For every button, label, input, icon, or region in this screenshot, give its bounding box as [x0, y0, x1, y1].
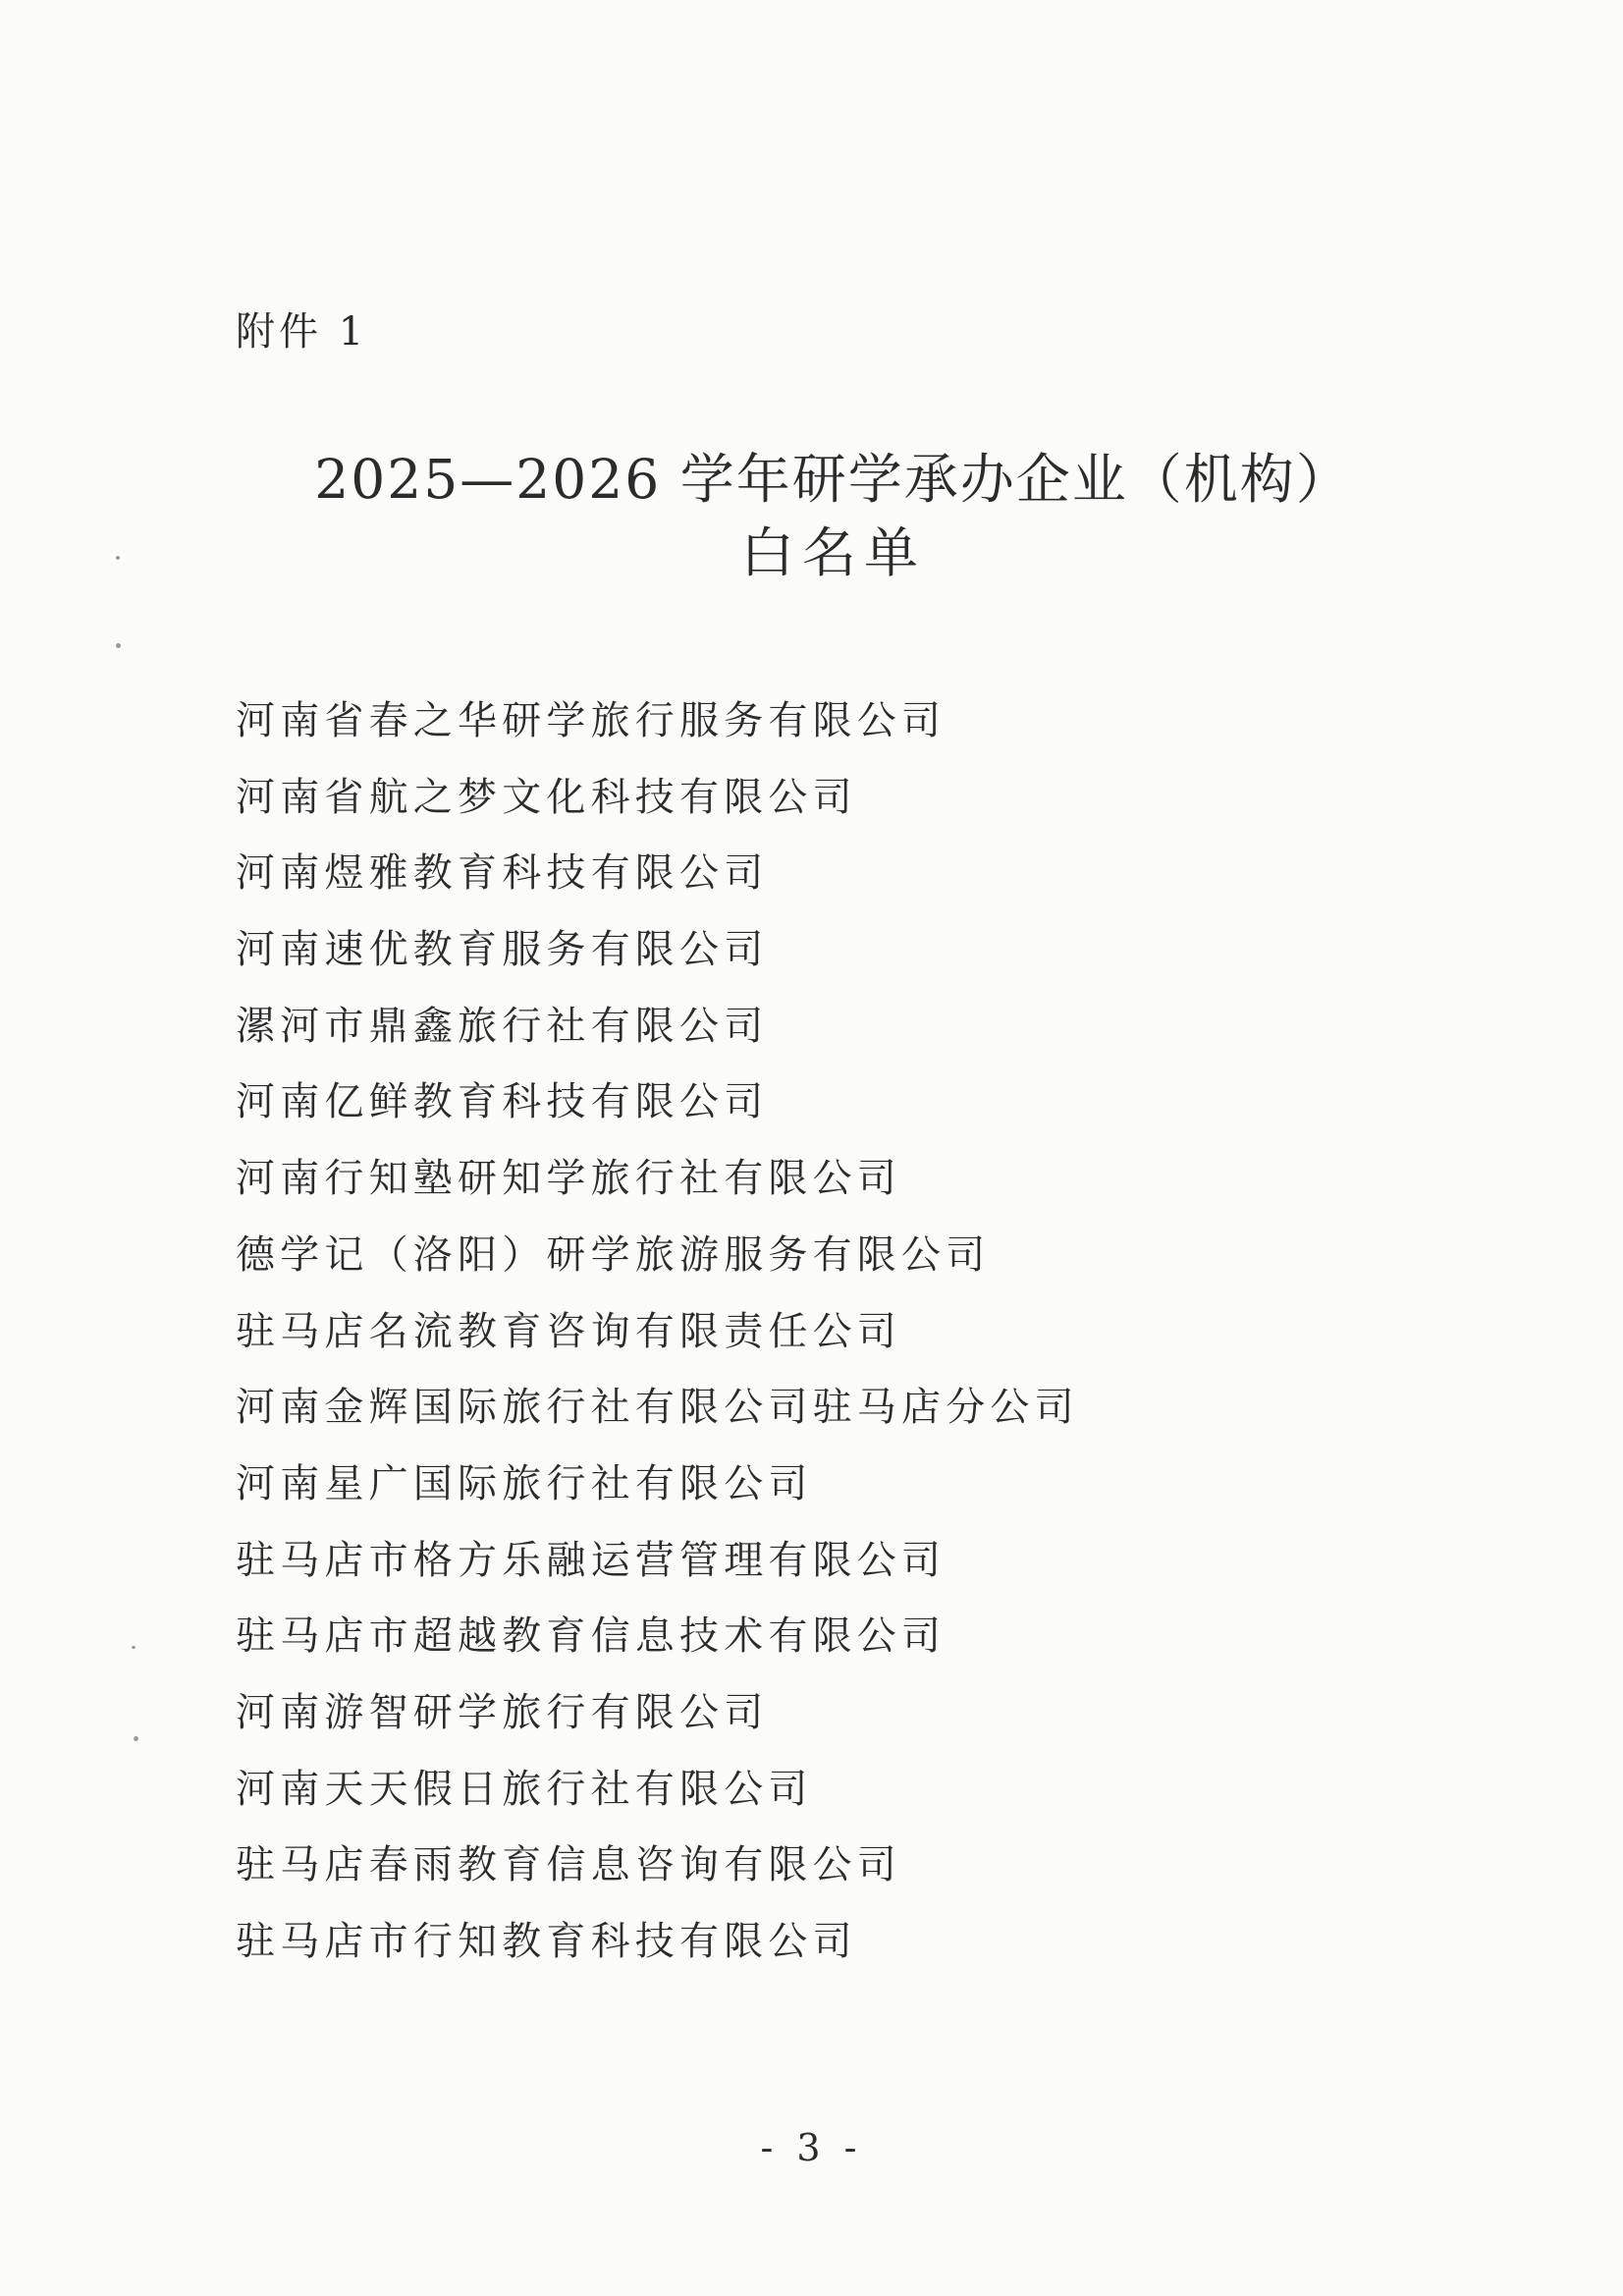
list-item: 河南煜雅教育科技有限公司	[236, 850, 769, 897]
list-item: 河南省春之华研学旅行服务有限公司	[236, 698, 947, 743]
list-item: 河南金辉国际旅行社有限公司驻马店分公司	[236, 1385, 1079, 1431]
list-item: 河南星广国际旅行社有限公司	[236, 1460, 813, 1506]
document-title-line-2: 白名单	[739, 521, 926, 584]
list-item: 河南行知塾研知学旅行社有限公司	[236, 1156, 901, 1202]
page-number: - 3 -	[760, 2126, 863, 2169]
scan-speck	[132, 1646, 135, 1649]
scan-speck	[116, 643, 121, 648]
list-item: 河南天天假日旅行社有限公司	[236, 1766, 813, 1812]
scan-speck	[116, 556, 120, 560]
list-item: 河南亿鲜教育科技有限公司	[236, 1079, 769, 1125]
list-item: 河南速优教育服务有限公司	[236, 927, 769, 973]
list-item: 河南省航之梦文化科技有限公司	[236, 774, 857, 820]
list-item: 驻马店市格方乐融运营管理有限公司	[236, 1537, 947, 1583]
list-item: 河南游智研学旅行有限公司	[236, 1689, 769, 1735]
list-item: 驻马店春雨教育信息咨询有限公司	[236, 1842, 901, 1888]
document-title-line-1: 2025—2026 学年研学承办企业（机构）	[314, 448, 1352, 511]
list-item: 驻马店市超越教育信息技术有限公司	[236, 1613, 947, 1660]
list-item: 驻马店市行知教育科技有限公司	[236, 1919, 857, 1964]
attachment-label: 附件 1	[236, 309, 368, 355]
list-item: 德学记（洛阳）研学旅游服务有限公司	[236, 1231, 991, 1278]
company-list	[236, 683, 1079, 1981]
list-item: 驻马店名流教育咨询有限责任公司	[236, 1308, 901, 1354]
list-item: 漯河市鼎鑫旅行社有限公司	[236, 1003, 769, 1049]
scan-speck	[134, 1736, 138, 1741]
